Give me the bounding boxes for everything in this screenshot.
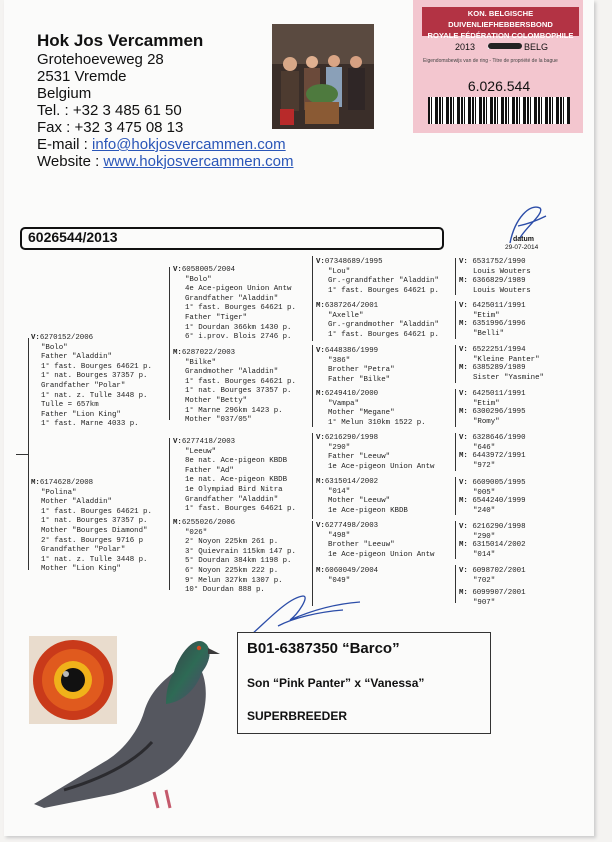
gen3-line: 1° Melun 310km 1522 p. [328,418,426,427]
gen4-line: 6099907/2001 [472,589,526,597]
gen4-line: "972" [473,461,496,470]
dam-line: Grandfather "Polar" [41,546,126,555]
gen4-line: 6425011/1991 [472,302,526,310]
dam-box [31,479,169,575]
gen2-line: 6° Noyon 225km 222 p. [185,566,279,575]
gen4-mark: V: [459,567,468,575]
gen2-mark: V: [173,438,182,446]
gen4-box [459,408,589,427]
gen2-box [173,438,313,515]
gen3-line: 6448386/1999 [324,347,379,355]
dam-line: Mother "Bourges Diamond" [41,526,148,535]
gen3-line: 1e Ace-pigeon KBDB [328,506,408,515]
gen2-line: 6277418/2003 [181,438,236,446]
gen4-box [459,302,589,321]
gen4-mark: M: [459,589,468,597]
gen4-line: 6351996/1996 [472,320,526,328]
gen2-line: Father "Tiger" [185,313,248,322]
gen4-line: 6425011/1991 [472,390,526,398]
sire-line: 1° fast. Marne 4033 p. [41,420,139,429]
gen2-line: Grandfather "Aladdin" [185,495,279,504]
gen3-box [316,478,456,516]
gen4-line: 6609005/1995 [472,479,526,487]
sire-line: Grandfather "Polar" [41,381,126,390]
gen2-line: 6287022/2003 [181,349,236,357]
gen2-line: Father "Ad" [185,466,234,475]
gen3-line: Brother "Petra" [328,366,395,375]
gen3-box [316,567,456,586]
gen2-mark: M: [173,349,182,357]
owner-name: Hok Jos Vercammen [37,31,204,50]
gen2-line: "Bolo" [185,275,212,284]
gen3-line: Mother "Leeuw" [328,497,391,506]
dam-line: 1° nat. Bourges 37357 p. [41,517,148,526]
gen3-box [316,302,456,340]
gen3-box [316,390,456,428]
gen3-line: Brother "Leeuw" [328,541,395,550]
owner-block [37,31,293,170]
gen4-line: 6328646/1990 [472,434,526,442]
gen2-line: "Leeuw" [185,447,217,456]
gen3-box [316,522,456,560]
gen4-line: 6522251/1994 [472,346,526,354]
gen4-mark: M: [459,320,468,328]
team-photo [272,24,374,129]
gen4-box [459,346,589,365]
gen3-line: "049" [328,576,351,585]
gen3-line: Father "Leeuw" [328,453,391,462]
website-label: Website : [37,153,100,170]
gen2-box [173,266,313,343]
gen3-line: 6277498/2003 [324,522,379,530]
fax-value: +32 3 475 08 13 [74,119,184,136]
stamp-line-1: KON. BELGISCHE DUIVENLIEFHEBBERSBOND [448,9,553,29]
gen2-line: 1° Dourdan 366km 1430 p. [185,323,292,332]
gen4-box [459,434,589,453]
gen4-line: Louis Wouters [473,267,531,276]
sire-line: 1° nat. z. Tulle 3448 p. [41,391,148,400]
gen3-line: 6387264/2001 [324,302,379,310]
gen2-line: 6° i.prov. Blois 2746 p. [185,333,292,342]
gen3-line: "386" [328,356,351,365]
tel-label: Tel. : [37,102,69,119]
gen2-line: "026" [185,528,208,537]
gen2-box [173,349,313,426]
gen4-mark: M: [459,364,468,372]
gen3-line: "014" [328,487,351,496]
gen4-line: "005" [473,488,496,497]
gen4-line: 6098702/2001 [472,567,526,575]
owner-email [37,136,293,153]
gen4-line: "907" [473,598,496,607]
fax-label: Fax : [37,119,71,136]
stamp-header [422,7,579,40]
gen4-box [459,277,589,296]
email-link[interactable]: info@hokjosvercammen.com [92,136,286,153]
dam-line: 1° nat. z. Tulle 3448 p. [41,555,148,564]
gen3-line: 1° fast. Bourges 64621 p. [328,330,439,339]
gen4-line: "Etim" [473,399,500,408]
gen4-line: Sister "Yasmine" [473,373,544,382]
ring-number: 6026544/2013 [28,229,118,245]
gen3-line: "Lou" [328,267,351,276]
gen4-mark: V: [459,390,468,398]
sire-line: 6270152/2006 [39,334,94,342]
dam-line: "Polina" [41,488,77,497]
gen3-line: 1° fast. Bourges 64621 p. [328,286,439,295]
bird-title: B01-6387350 “Barco” [247,640,400,657]
dam-line: 2° fast. Bourges 9716 p [41,536,144,545]
gen2-line: 10° Dourdan 888 p. [185,586,265,595]
gen4-line: 6366829/1989 [472,277,526,285]
dam-line: 1° fast. Bourges 64621 p. [41,507,152,516]
owner-website [37,153,293,170]
gen4-mark: M: [459,277,468,285]
gen3-line: Mother "Megane" [328,409,395,418]
gen3-line: Father "Bilke" [328,375,391,384]
sire-line: 1° nat. Bourges 37357 p. [41,372,148,381]
gen4-mark: V: [459,434,468,442]
website-link[interactable]: www.hokjosvercammen.com [103,153,294,170]
owner-city: 2531 Vremde [37,68,127,85]
gen4-mark: V: [459,346,468,354]
datum-value: 29-07-2014 [505,244,539,251]
stamp-country: BELG [524,42,549,52]
gen4-box [459,567,589,586]
gen3-mark: M: [316,478,325,486]
gen4-line: "240" [473,506,496,515]
gen2-mark: M: [173,519,182,527]
gen3-mark: M: [316,302,325,310]
bird-label: SUPERBREEDER [247,709,348,723]
owner-fax [37,119,293,136]
gen4-box [459,523,589,542]
gen3-line: "Axelle" [328,311,364,320]
gen3-mark: V: [316,347,325,355]
gen3-mark: M: [316,567,325,575]
gen3-line: "Vampa" [328,399,360,408]
gen3-line: 6315014/2002 [324,478,379,486]
gen4-line: Louis Wouters [473,286,531,295]
sire-line: Father "Aladdin" [41,353,112,362]
gen4-line: "Romy" [473,417,500,426]
gen2-line: "Bilke" [185,358,217,367]
gen4-box [459,452,589,471]
pigeon-photo [34,632,224,818]
gen4-mark: V: [459,479,468,487]
gen2-mark: V: [173,266,182,274]
stamp-line-2: ROYALE FÉDÉRATION COLOMBOPHILE [427,31,574,40]
sire-line: 1° fast. Bourges 64621 p. [41,362,152,371]
gen3-line: 07348689/1995 [324,258,383,266]
gen4-mark: V: [459,258,468,266]
gen3-box [316,347,456,385]
gen2-line: 6255026/2006 [181,519,236,527]
gen3-line: Gr.-grandfather "Aladdin" [328,277,439,286]
gen4-mark: M: [459,452,468,460]
gen4-line: 6443972/1991 [472,452,526,460]
gen2-line: 1° fast. Bourges 64621 p. [185,304,296,313]
gen2-line: 1° Marne 296km 1423 p. [185,406,283,415]
gen4-box [459,364,589,383]
owner-tel [37,102,293,119]
barcode [428,97,570,124]
bird-parents: Son “Pink Panter” x “Vanessa” [247,676,425,690]
gen4-line: "Etim" [473,311,500,320]
gen2-line: 2° Noyon 225km 261 p. [185,538,279,547]
gen4-mark: M: [459,408,468,416]
gen4-box [459,541,589,560]
owner-country: Belgium [37,85,92,102]
gen2-line: 9° Melun 327km 1307 p. [185,576,283,585]
dam-mark: M: [31,479,40,487]
gen4-line: 6385289/1989 [472,364,526,372]
gen2-box [173,519,313,596]
gen3-line: 1e Ace-pigeon Union Antw [328,462,435,471]
gen4-line: 6216290/1998 [472,523,526,531]
dam-line: 6174628/2008 [39,479,94,487]
gen3-line: 6216290/1998 [324,434,379,442]
gen3-mark: V: [316,258,325,266]
gen4-line: "014" [473,550,496,559]
gen3-line: "290" [328,443,351,452]
sire-line: "Bolo" [41,343,68,352]
sire-box [31,334,169,430]
gen4-line: "Belli" [473,329,505,338]
gen2-line: 1e Olympiad Bird Nitra [185,485,283,494]
owner-street: Grotehoeveweg 28 [37,51,164,68]
gen4-mark: V: [459,302,468,310]
gen4-box [459,497,589,516]
gen3-mark: M: [316,390,325,398]
gen2-line: 5° Dourdan 384km 1198 p. [185,557,292,566]
gen4-mark: M: [459,541,468,549]
sire-line: Father "Lion King" [41,410,121,419]
sire-line: Tulle = 657km [41,401,99,410]
gen2-line: 1e nat. Ace-pigeon KBDB [185,476,288,485]
gen4-box [459,320,589,339]
stamp-note: Eigendomsbewijs van de ring - Titre de propriété de la bague [423,58,558,64]
gen3-box [316,258,456,296]
gen4-line: 6315014/2002 [472,541,526,549]
gen4-line: 6544240/1999 [472,497,526,505]
gen2-line: 1° fast. Bourges 64621 p. [185,505,296,514]
gen3-mark: V: [316,434,325,442]
datum-label: datum [513,236,534,243]
gen2-line: Grandmother "Aladdin" [185,368,279,377]
gen4-box [459,479,589,498]
gen2-line: 6058005/2004 [181,266,236,274]
tel-value: +32 3 485 61 50 [72,102,182,119]
stamp-number: 6.026.544 [467,78,531,94]
signature-bottom [248,590,368,638]
gen4-mark: M: [459,497,468,505]
gen3-box [316,434,456,472]
gen4-box [459,589,589,608]
gen3-line: "498" [328,531,351,540]
gen3-line: Gr.-grandmother "Aladdin" [328,321,439,330]
dam-line: Mother "Aladdin" [41,498,112,507]
pigeon-silhouette-icon [488,43,522,49]
gen3-mark: V: [316,522,325,530]
gen4-mark: V: [459,523,468,531]
email-label: E-mail : [37,136,88,153]
gen4-line: "702" [473,576,496,585]
gen4-line: "646" [473,443,496,452]
gen3-line: 6060049/2004 [324,567,379,575]
gen4-line: 6531752/1990 [472,258,526,266]
gen2-line: 3° Quievrain 115km 147 p. [185,547,296,556]
gen2-line: Mother "Betty" [185,396,248,405]
stamp-year: 2013 [455,42,476,52]
gen4-line: "290" [473,532,496,541]
sire-mark: V: [31,334,40,342]
gen2-line: 8e nat. Ace-pigeon KBDB [185,457,288,466]
gen3-line: 1e Ace-pigeon Union Antw [328,550,435,559]
gen2-line: 1° fast. Bourges 64621 p. [185,377,296,386]
gen4-line: 6300296/1995 [472,408,526,416]
gen3-line: 6249410/2000 [324,390,379,398]
gen2-line: Grandfather "Aladdin" [185,294,279,303]
gen4-box [459,390,589,409]
gen2-line: 4e Ace-pigeon Union Antw [185,285,292,294]
gen2-line: 1° nat. Bourges 37357 p. [185,387,292,396]
gen4-line: "Kleine Panter" [473,355,540,364]
gen2-line: Mother "037/05" [185,416,252,425]
dam-line: Mother "Lion King" [41,565,121,574]
gen4-box [459,258,589,277]
